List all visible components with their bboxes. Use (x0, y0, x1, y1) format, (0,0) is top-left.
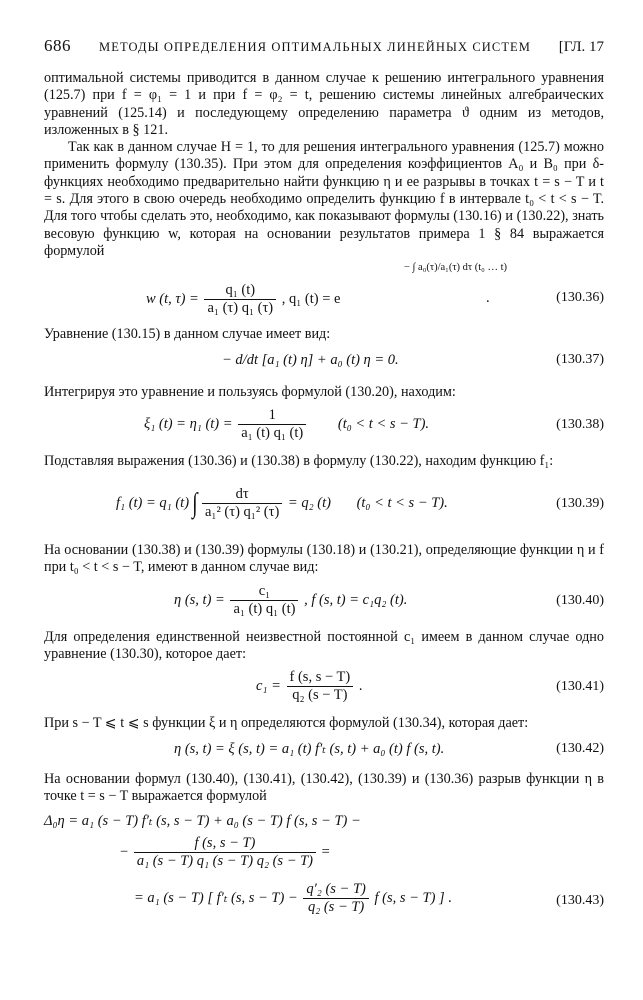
eq38-number: (130.38) (556, 416, 604, 432)
paragraph-1: оптимальной системы приводится в данном случае к решению интегрального уравнения (125.7) при f = φ₁ = 1 и при f = φ₂ = t, решению системы линейных алгебраических уравнений (125.14) и последующему определению параметра ϑ одним из методов, изложенных в § 121. (44, 70, 604, 138)
eq36-number: (130.36) (556, 290, 604, 306)
eq39-condition: (t₀ < t < s − T). (356, 494, 448, 511)
paragraph-9: На основании формул (130.40), (130.41), (130.42), (130.39) и (130.36) разрыв функции η в точке t = s − T выражается формулой (44, 770, 604, 804)
eq43-line-3-den: q₂ (s − T) (307, 899, 365, 916)
eq36-lhs: w (t, τ) = (146, 291, 199, 308)
chapter-label: [ГЛ. 17 (558, 39, 604, 55)
equation-130-43 (44, 813, 604, 931)
eq43-line-2-num: f (s, s − T) (134, 835, 316, 853)
eq36-exponent: − ∫ a₀(τ)/a₁(τ) dτ (t₀ … t) (404, 262, 507, 274)
paragraph-5: Подставляя выражения (130.36) и (130.38) в формулу (130.22), находим функцию f₁: (44, 452, 554, 469)
eq38-den: a₁ (t) q₁ (t) (241, 424, 304, 441)
eq39-den: a₁² (τ) q₁² (τ) (204, 504, 280, 521)
paragraph-2: Так как в данном случае H = 1, то для решения интегрального уравнения (125.7) можно применить формулу (130.35). При этом для определения коэффициентов A₀ и B₀ при δ-функциях необходимо предварительно найти функцию η и ее разрывы в точках t = s − T и t = s. Для этого в свою очередь необходимо определить функцию f в интервале t₀ < t < s − T. Для того чтобы сделать это, необходимо, как показывают формулы (130.16) и (130.22), знать весовую функцию w, которая на основании результатов примера 1 § 84 выражается формулой (44, 139, 604, 259)
paragraph-7: Для определения единственной неизвестной постоянной c₁ имеем в данном случае одно уравнение (130.30), которое дает: (44, 628, 604, 663)
eq40-number: (130.40) (556, 592, 604, 608)
paragraph-8: При s − T ⩽ t ⩽ s функции ξ и η определяются формулой (130.34), которая дает: (44, 715, 529, 732)
eq42-text: η (s, t) = ξ (s, t) = a₁ (t) f′ₜ (s, t) + a₀ (t) f (s, t). (174, 740, 445, 757)
eq36-den: a₁ (τ) q₁ (τ) (207, 300, 274, 317)
eq39-fraction (202, 486, 282, 521)
eq43-line-3-num: q′₂ (s − T) (303, 881, 369, 899)
eq38-fraction (238, 407, 306, 442)
eq37-number: (130.37) (556, 351, 604, 367)
eq40-rhs: , f (s, t) = c₁q₂ (t). (304, 591, 408, 608)
eq40-den: a₁ (t) q₁ (t) (233, 600, 296, 617)
eq43-line-2-den: a₁ (s − T) q₁ (s − T) q₂ (s − T) (136, 853, 314, 870)
eq39-num: dτ (202, 486, 282, 504)
equation-130-41 (44, 663, 604, 709)
eq40-fraction (230, 583, 298, 618)
eq39-rhs: = q₂ (t) (287, 494, 331, 511)
running-title: МЕТОДЫ ОПРЕДЕЛЕНИЯ ОПТИМАЛЬНЫХ ЛИНЕЙНЫХ СИСТЕМ (99, 40, 532, 54)
eq41-den: q₂ (s − T) (292, 687, 348, 704)
eq36-fraction (204, 282, 276, 317)
eq43-line-2-fraction (134, 835, 316, 870)
equation-130-36 (44, 262, 604, 320)
eq40-lhs: η (s, t) = (174, 591, 225, 608)
eq43-line-3-post: f (s, s − T) ] . (374, 890, 452, 907)
eq39-number: (130.39) (556, 496, 604, 512)
eq40-num: c₁ (230, 583, 298, 601)
eq43-line-2-post: = (321, 844, 330, 861)
equation-130-38 (44, 401, 604, 445)
page-number: 686 (44, 36, 71, 55)
eq43-line-3-pre: = a₁ (s − T) [ f′ₜ (s, s − T) − (134, 890, 298, 907)
eq43-line-2-pre: − (120, 844, 129, 861)
eq41-number: (130.41) (556, 679, 604, 695)
paragraph-6: На основании (130.38) и (130.39) формулы (130.18) и (130.21), определяющие функции η и f при t₀ < t < s − T, имеют в данном случае вид: (44, 542, 604, 576)
eq36-dot: . (486, 290, 490, 307)
eq41-num: f (s, s − T) (287, 669, 354, 687)
eq43-line-3-fraction (303, 881, 369, 916)
equation-130-40 (44, 577, 604, 623)
equation-130-39 (44, 470, 604, 536)
eq38-condition: (t₀ < t < s − T). (337, 415, 430, 432)
integral-sign: ∫ (191, 487, 198, 519)
book-page (44, 36, 604, 931)
eq43-number: (130.43) (556, 893, 604, 909)
eq43-line-1: Δ₀η = a₁ (s − T) f′ₜ (s, s − T) + a₀ (s − T) f (s, s − T) − (44, 813, 361, 830)
eq37-text: − d/dt [a₁ (t) η] + a₀ (t) η = 0. (222, 351, 399, 368)
eq42-number: (130.42) (556, 740, 604, 756)
paragraph-4: Интегрируя это уравнение и пользуясь формулой (130.20), находим: (44, 383, 456, 400)
equation-130-42 (44, 733, 604, 765)
eq38-lhs: ξ₁ (t) = η₁ (t) = (144, 415, 233, 432)
eq38-num: 1 (238, 407, 306, 425)
equation-130-37 (44, 344, 604, 376)
eq41-rhs: . (358, 678, 363, 695)
eq41-lhs: c₁ = (256, 678, 281, 695)
eq41-fraction (287, 669, 354, 704)
paragraph-3: Уравнение (130.15) в данном случае имеет вид: (44, 326, 331, 343)
eq39-lhs: f₁ (t) = q₁ (t) (116, 494, 190, 511)
page-header (44, 36, 604, 56)
eq36-num: q₁ (t) (204, 282, 276, 300)
eq36-rhs: , q₁ (t) = e (281, 291, 341, 308)
